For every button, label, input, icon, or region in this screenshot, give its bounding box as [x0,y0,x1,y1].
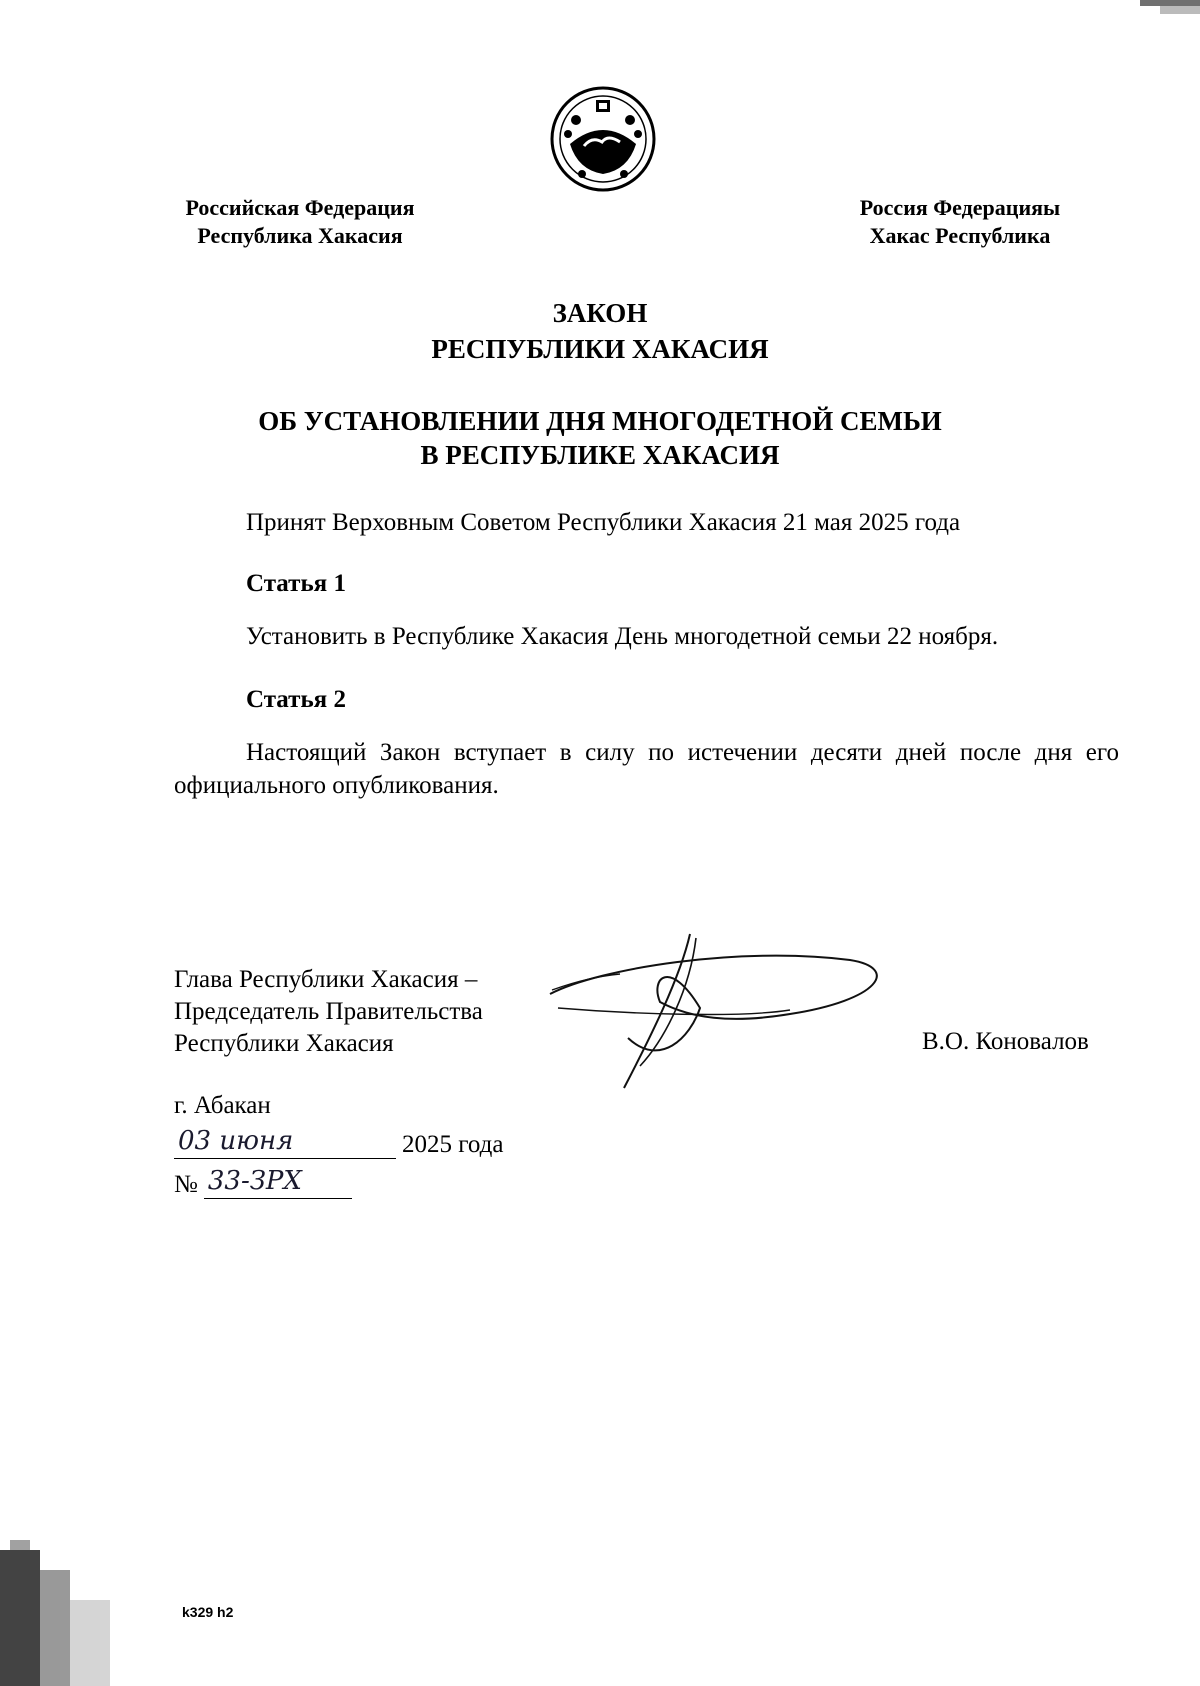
number-sign: № [174,1171,198,1198]
handwritten-date: 03 июня [174,1126,396,1159]
article-1-text: Установить в Республике Хакасия День многодетной семьи 22 ноября. [246,623,999,650]
article-2-text: Настоящий Закон вступает в силу по истечении десяти дней после дня его официального опубликования. [174,739,1119,799]
law-title: ЗАКОН [552,298,648,328]
scan-noise-top-right [1140,0,1200,20]
header-right-republic: Хакас Республика [869,223,1051,248]
signatory-title-line2: Председатель Правительства [174,998,483,1025]
place-of-signing: г. Абакан [174,1092,271,1119]
document-code: k329 h2 [182,1604,234,1620]
signatory-name: В.О. Коновалов [922,1028,1089,1055]
header-left-country: Российская Федерация [185,195,415,220]
handwritten-signature [540,928,900,1098]
signatory-title-line1: Глава Республики Хакасия – [174,966,478,993]
header-right [840,194,1080,250]
signing-date [174,1126,503,1159]
handwritten-number: 33-ЗРХ [204,1166,352,1199]
date-year: 2025 года [402,1131,504,1158]
law-subject-line1: ОБ УСТАНОВЛЕНИИ ДНЯ МНОГОДЕТНОЙ СЕМЬИ [258,406,942,436]
header-left [170,194,430,250]
scan-noise-corner [0,1540,120,1686]
article-2-heading: Статья 2 [246,686,346,713]
law-issuer: РЕСПУБЛИКИ ХАКАСИЯ [431,334,769,364]
law-number [174,1166,352,1199]
signatory-title-line3: Республики Хакасия [174,1030,394,1057]
article-1-heading: Статья 1 [246,570,346,597]
coat-of-arms-emblem-icon [548,86,658,192]
header-right-country: Россия Федерацияы [859,195,1061,220]
adoption-note: Принят Верховным Советом Республики Хакасия 21 мая 2025 года [246,509,961,536]
header-left-republic: Республика Хакасия [197,223,403,248]
law-subject-line2: В РЕСПУБЛИКЕ ХАКАСИЯ [420,440,780,470]
signatory-title [174,964,483,1060]
